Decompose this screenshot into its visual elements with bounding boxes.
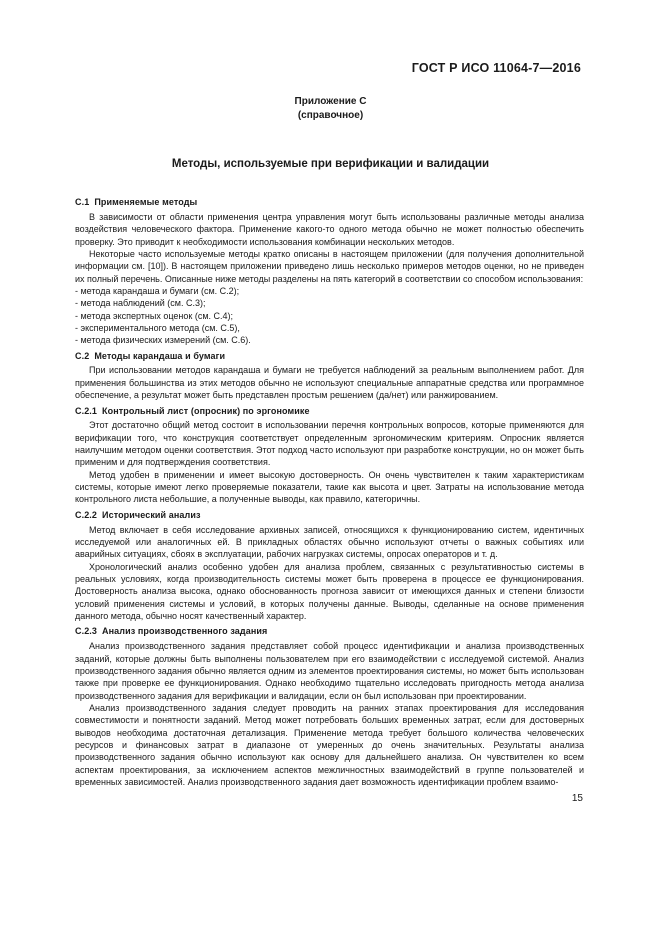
section-title: Исторический анализ — [102, 509, 201, 520]
section-title: Анализ производственного задания — [102, 626, 268, 637]
paragraph: Метод включает в себя исследование архивных записей, относящихся к функционированию систем, идентичных исследуемой или аналогичных ей. В прикладных областях обычно используют отчеты о важных событиях или аварийных ситуациях, сбоях в эксплуатации, рабочих нагрузках системы, опросах операторов и т. д. — [75, 524, 584, 560]
paragraph: Анализ производственного задания следует проводить на ранних этапах проектирования для исследования совместимости и понятности заданий. Метод может потребовать больших временных затрат, если для достоверных выводов необходима достаточная детализация. Применение метода требует большого количества человеческих ресурсов и финансовых затрат в диапазоне от умеренных до очень значительных. Результаты анализа производственного задания обычно используют как основу для дальнейшего анализа. Он чувствителен ко всем аспектам проектирования, за исключением аспектов межличностных взаимодействий в группе пользователей и временных зависимостей. Анализ производственного задания дает возможность идентификации проблем взаимо- — [75, 702, 584, 787]
list-item: - метода физических измерений (см. С.6). — [75, 335, 251, 346]
annex-type: (справочное) — [297, 110, 364, 121]
section-number: С.2.2 — [75, 509, 98, 520]
paragraph: Метод удобен в применении и имеет высокую достоверность. Он очень чувствителен к таким характеристикам системы, которые имеют легко проверяемые показатели, такие как высота и цвет. Затраты на использование метода контрольного листа небольшие, а полученные выводы, как правило, категоричны. — [75, 469, 584, 505]
paragraph: Некоторые часто используемые методы кратко описаны в настоящем приложении (для получения дополнительной информации см. [10]). В настоящем приложении приведено лишь несколько примеров методов оценки, но не приведен их полный перечень. Описанные ниже методы разделены на пять категорий в соответствии со способом использования: — [75, 248, 584, 284]
list-item: - метода наблюдений (см. С.3); — [75, 298, 206, 309]
annex-heading — [0, 95, 661, 123]
paragraph: Анализ производственного задания представляет собой процесс идентификации и анализа производственных заданий, которые должны быть выполнены пользователем при его взаимодействии с исследуемой системой. Анализ производственного задания обычно является одним из элементов проектирования системы, но может быть использован также при проверке ее функционирования. Однако необходимо тщательно исследовать пригодность метода анализа производственного задания для верификации и валидации, если он был использован при проектировании. — [75, 641, 584, 701]
paragraph: При использовании методов карандаша и бумаги не требуется наблюдений за реальным выполнением работ. Для применения большинства из этих методов обычно не используют специальные аппаратные средства или программное обеспечение, а результат может быть представлен простым решением (да/нет) или ранжированием. — [75, 365, 584, 401]
section-number: С.2.1 — [75, 405, 98, 416]
section-heading-c1 — [75, 196, 584, 208]
list-item: - метода карандаша и бумаги (см. С.2); — [75, 285, 240, 296]
paragraph: Этот достаточно общий метод состоит в использовании перечня контрольных вопросов, которые применяются для верификации того, что конструкция соответствует определенным эргономическим критериям. Опросник является наилучшим методом оценки соответствия. Этот подход часто используют при разработке конструкции, но он может быть применим и для подтверждения соответствия. — [75, 420, 584, 468]
list-item: - метода экспертных оценок (см. С.4); — [75, 310, 234, 321]
section-heading-c23 — [75, 625, 584, 637]
document-code-header: ГОСТ Р ИСО 11064-7—2016 — [411, 61, 581, 75]
section-title: Применяемые методы — [94, 197, 198, 207]
annex-label: Приложение С — [294, 96, 367, 107]
document-body — [75, 193, 584, 788]
annex-title: Методы, используемые при верификации и валидации — [171, 158, 490, 170]
section-heading-c21 — [75, 405, 584, 417]
page-number: 15 — [571, 793, 583, 804]
paragraph: В зависимости от области применения центра управления могут быть использованы различные методы анализа воздействия человеческого фактора. Применение какого-то одного метода обычно не может полностью обеспечить проверку. Это приводит к необходимости использования комбинации нескольких методов. — [75, 211, 584, 247]
paragraph: Хронологический анализ особенно удобен для анализа проблем, связанных с результативностью системы в реальных условиях, когда производительность системы может быть проверена в процессе ее функционирования. Достоверность анализа высока, однако обоснованность прогноза зависит от имеющихся данных и степени близости условий применения системы и условий, в которых получены данные. Выводы, сделанные на основе применения данного метода, обычно носят качественный характер. — [75, 561, 584, 621]
section-number: С.1 — [75, 197, 90, 207]
section-heading-c22 — [75, 509, 584, 521]
section-title: Методы карандаша и бумаги — [94, 350, 226, 361]
section-title: Контрольный лист (опросник) по эргономике — [102, 405, 310, 416]
section-heading-c2 — [75, 350, 584, 362]
list-item: - экспериментального метода (см. С.5), — [75, 322, 240, 333]
section-number: С.2 — [75, 350, 90, 361]
section-number: С.2.3 — [75, 626, 98, 637]
